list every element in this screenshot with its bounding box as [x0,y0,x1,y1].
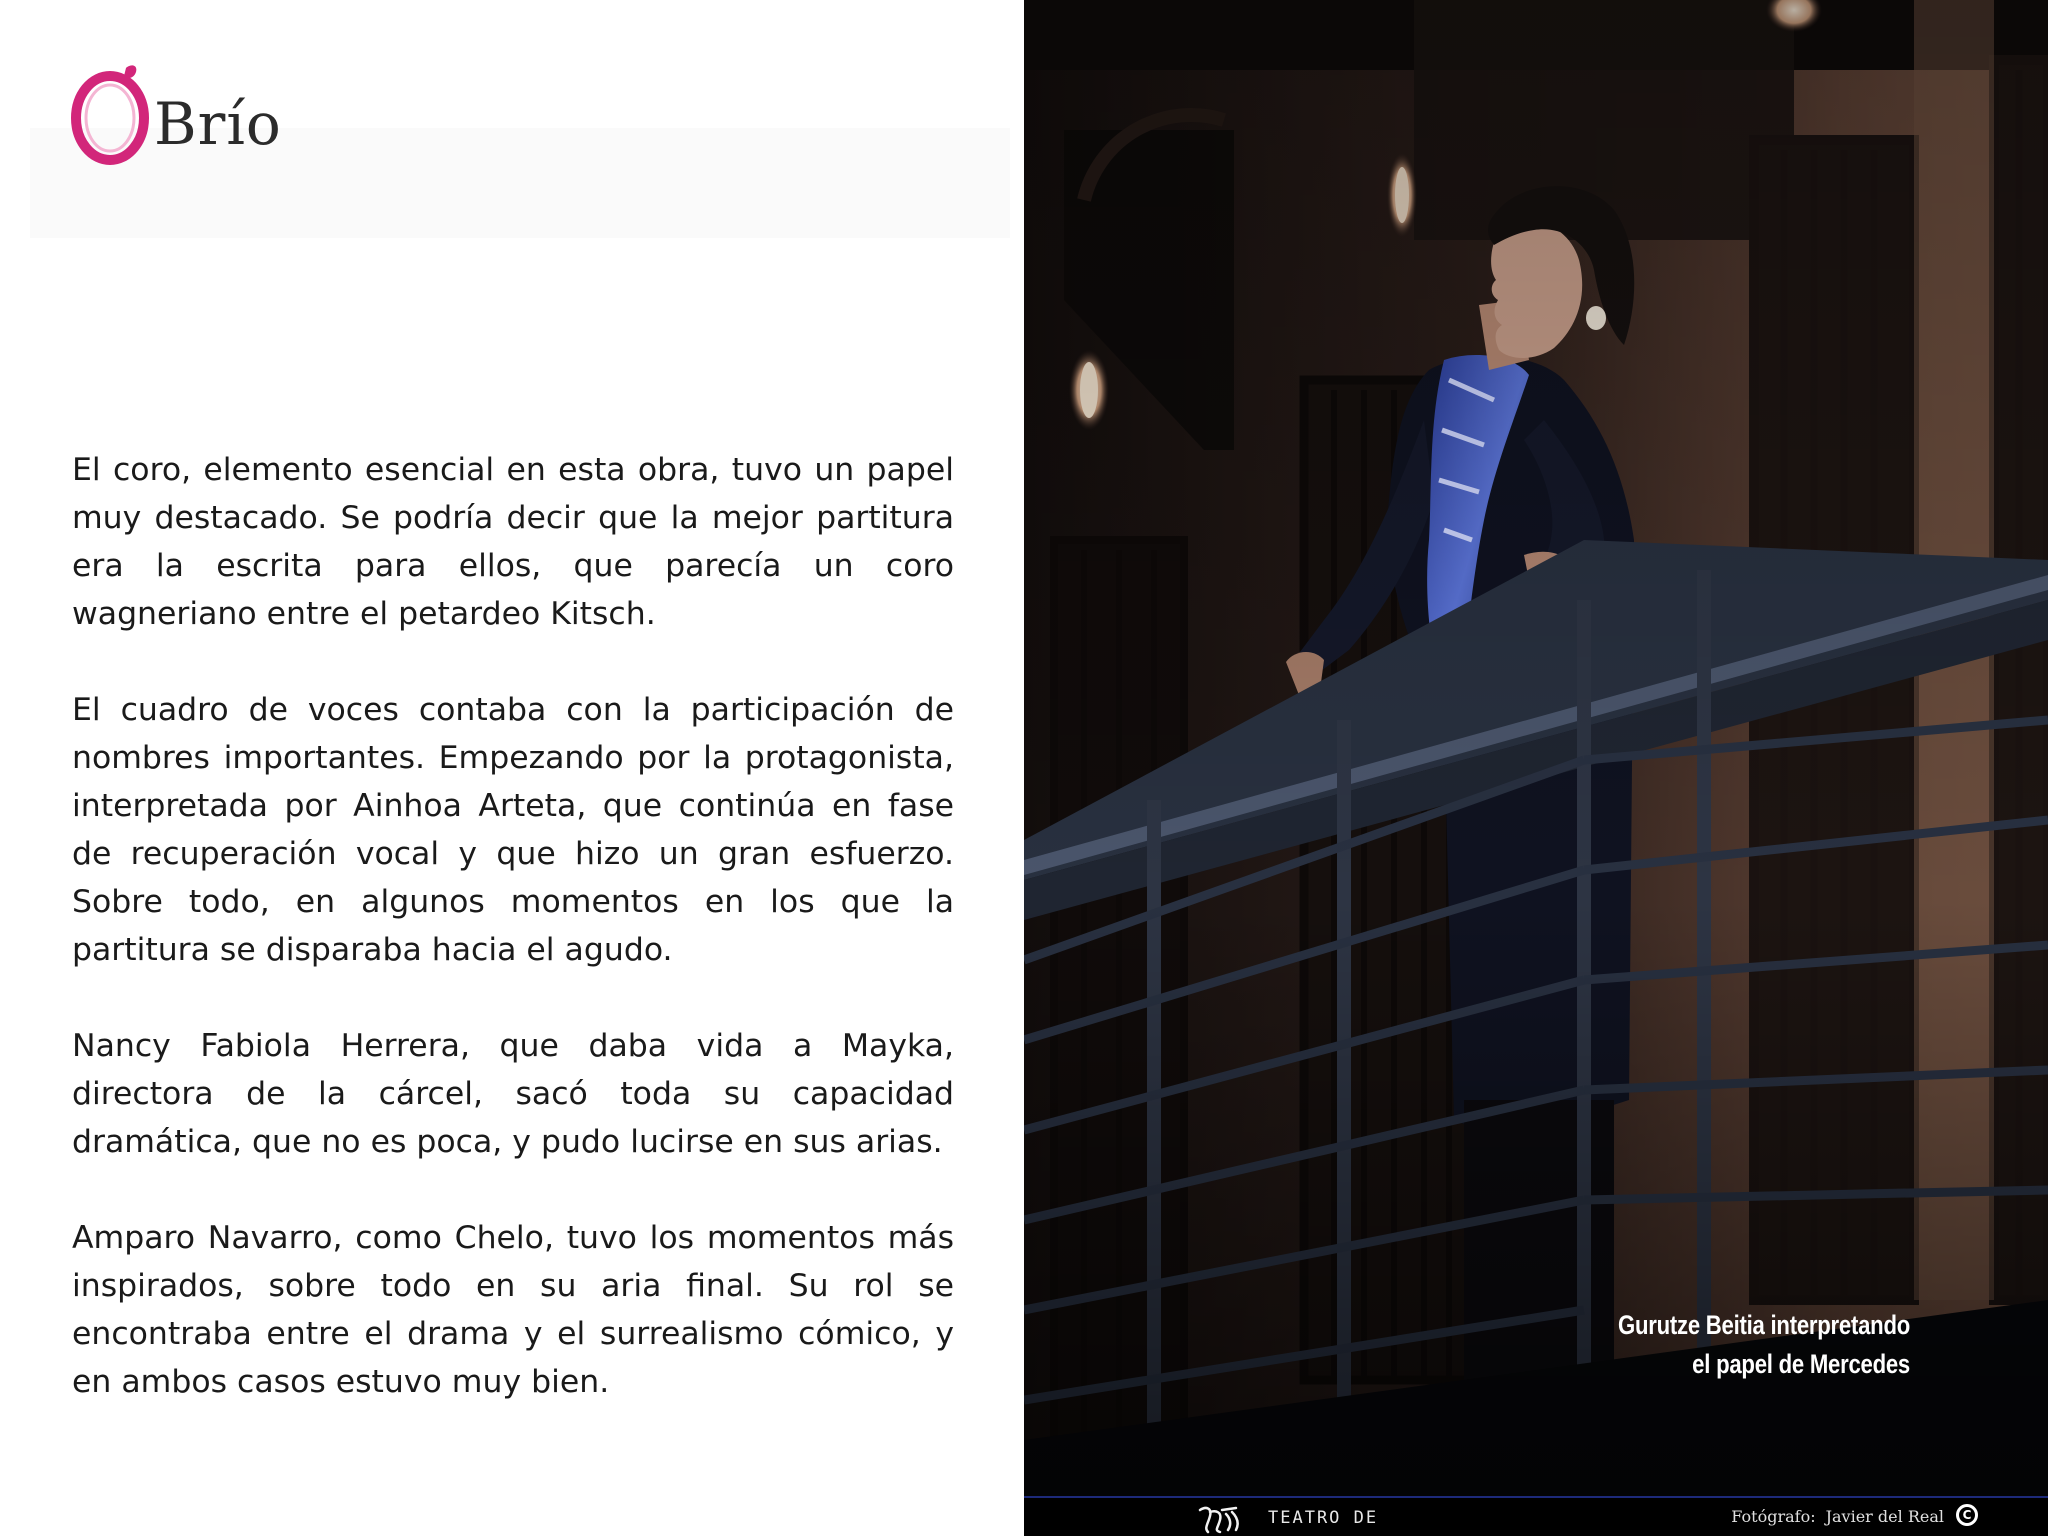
article-paragraph: Nancy Fabiola Herrera, que daba vida a Mayka, directora de la cárcel, sacó toda su capacidad dramática, que no es poca, y pudo lucirse en sus arias. [72,1028,954,1160]
stage-photo [1024,0,2048,1498]
brand-wordmark: Brío [154,90,282,158]
article-paragraph: El cuadro de voces contaba con la participación de nombres importantes. Empezando por la protagonista, interpretada por Ainhoa Arteta, que continúa en fase de recuperación vocal y que hizo un gran esfuerzo. Sobre todo, en algunos momentos en los que la partitura se disparaba hacia el agudo. [72,692,954,968]
photographer-name: Javier del Real [1825,1507,1944,1526]
article-body [72,446,954,1406]
brand-o-mark-icon [70,62,156,166]
caption-line: Gurutze Beitia interpretando [1617,1310,1910,1340]
photographer-label: Fotógrafo: [1731,1507,1816,1526]
copyright-icon: C [1956,1504,1978,1526]
caption-line: el papel de Mercedes [1692,1349,1910,1379]
photo-caption [1566,1306,1910,1384]
article-paragraph: El coro, elemento esencial en esta obra, tuvo un papel muy destacado. Se podría decir que la mejor partitura era la escrita para ellos, que parecía un coro wagneriano entre el petardeo Kitsch. [72,452,954,632]
stage-photo-illustration [1024,0,2048,1498]
photographer-credit [1731,1507,1944,1526]
theater-emblem-icon [1196,1504,1242,1534]
theater-label: TEATRO DE [1268,1508,1379,1528]
article-paragraph: Amparo Navarro, como Chelo, tuvo los momentos más inspirados, sobre todo en su aria final. Su rol se encontraba entre el drama y el surrealismo cómico, y en ambos casos estuvo muy bien. [72,1220,954,1400]
brand-logo [70,62,290,172]
photo-footer [1024,1496,2048,1536]
